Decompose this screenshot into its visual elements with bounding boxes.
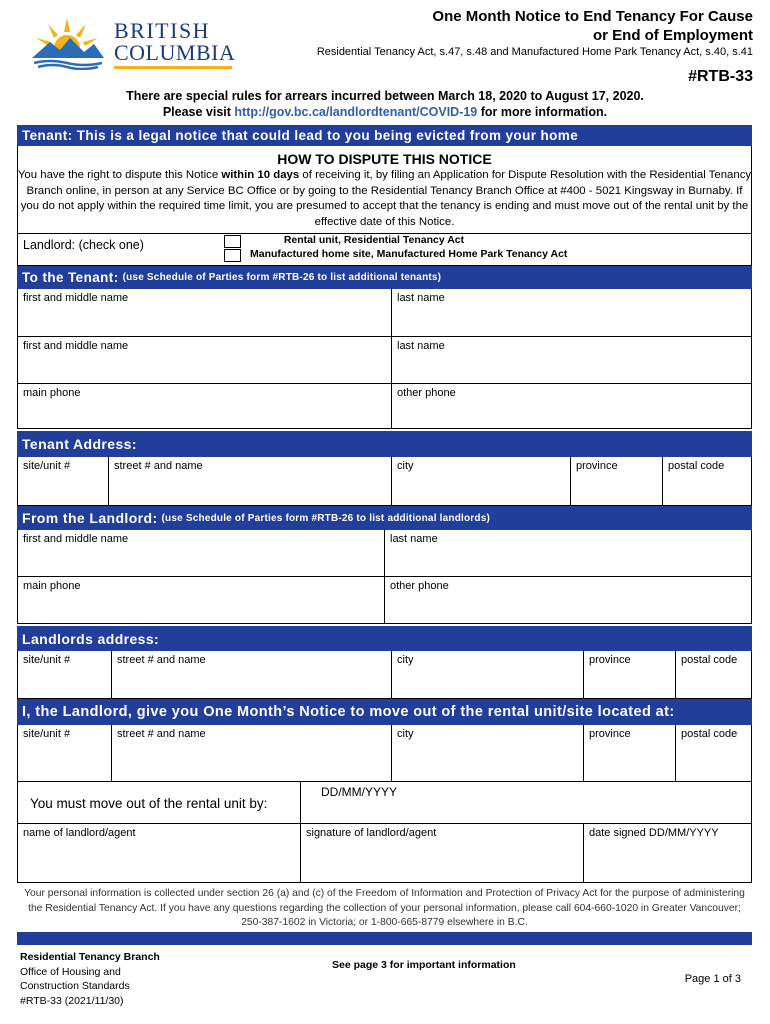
- rental-city-label: city: [397, 728, 414, 740]
- rental-postal-field[interactable]: [676, 725, 752, 782]
- move-out-date-label: DD/MM/YYYY: [321, 785, 398, 799]
- rental-city-field[interactable]: [392, 725, 584, 782]
- move-out-date-field[interactable]: [301, 782, 752, 824]
- tenant2-first-name-label: first and middle name: [23, 340, 129, 352]
- landlord-city-label: city: [397, 654, 414, 666]
- landlord-address-title: Landlords address:: [22, 630, 160, 647]
- landlord-site-field[interactable]: [18, 651, 112, 699]
- tenant-main-phone-label: main phone: [23, 387, 81, 399]
- tenant-province-field[interactable]: [571, 457, 663, 506]
- landlord-last-name-label: last name: [390, 533, 438, 545]
- tenant-street-label: street # and name: [114, 460, 203, 472]
- footer-page-number: Page 1 of 3: [684, 973, 741, 985]
- rental-unit-checkbox[interactable]: [224, 235, 241, 248]
- notice-title: I, the Landlord, give you One Month’s Notice to move out of the rental unit/site located at:: [22, 704, 675, 720]
- date-signed-label: date signed DD/MM/YYYY: [589, 827, 719, 839]
- tenant-other-phone-label: other phone: [397, 387, 456, 399]
- tenant-site-label: site/unit #: [23, 460, 71, 472]
- date-signed-field[interactable]: [584, 824, 752, 883]
- tenant1-first-name-field[interactable]: [18, 289, 392, 337]
- landlord-first-name-field[interactable]: [18, 530, 385, 577]
- tenant-postal-field[interactable]: [663, 457, 752, 506]
- landlord-type-label: Landlord: (check one): [23, 238, 144, 252]
- landlord-grid: [17, 530, 752, 624]
- footer-see-page: See page 3 for important information: [332, 959, 516, 971]
- landlord-other-phone-field[interactable]: [385, 577, 752, 624]
- bc-logo: [28, 12, 236, 70]
- tenant-grid: [17, 289, 752, 429]
- dispute-text-post: of receiving it, by filing an Application for Dispute Resolution with the Residential Tenancy Branch online, in person at any Service BC Office or by going to the Residential Tenancy Branch Office at #400 - 5021 Kingsway in Burnaby. If you do not apply within the required time limit, you are presumed to accept that the tenancy is ending and must move out of the rental unit by the effective date of this Notice.: [20, 169, 752, 228]
- move-out-label: You must move out of the rental unit by:: [30, 796, 268, 811]
- tenant-city-field[interactable]: [392, 457, 571, 506]
- rental-street-field[interactable]: [112, 725, 392, 782]
- footer-branch-info: [20, 950, 160, 1008]
- from-landlord-title: From the Landlord:: [22, 510, 158, 526]
- rental-site-label: site/unit #: [23, 728, 71, 740]
- covid-link[interactable]: http://gov.bc.ca/landlordtenant/COVID-19: [234, 105, 478, 119]
- landlord-main-phone-field[interactable]: [18, 577, 385, 624]
- form-subtitle: Residential Tenancy Act, s.47, s.48 and Manufactured Home Park Tenancy Act, s.40, s.41: [316, 46, 753, 58]
- landlord-province-label: province: [589, 654, 631, 666]
- footer-office-line1: Office of Housing and: [20, 965, 121, 978]
- from-landlord-note: (use Schedule of Parties form #RTB-26 to list additional landlords): [161, 512, 490, 524]
- rental-site-field[interactable]: [18, 725, 112, 782]
- covid-notice-pre: Please visit: [162, 105, 235, 119]
- dispute-heading: HOW TO DISPUTE THIS NOTICE: [277, 151, 492, 167]
- tenant2-first-name-field[interactable]: [18, 337, 392, 384]
- form-title-line2: or End of Employment: [592, 27, 753, 44]
- footer-office-line2: Construction Standards: [20, 980, 130, 992]
- tenant-warning-text: Tenant: This is a legal notice that could lead to you being evicted from your home: [22, 128, 579, 143]
- rental-postal-label: postal code: [681, 728, 738, 740]
- tenant-address-grid: [17, 457, 752, 506]
- landlord-first-name-label: first and middle name: [23, 533, 129, 545]
- from-landlord-bar: [17, 506, 752, 530]
- landlord-last-name-field[interactable]: [385, 530, 752, 577]
- footer-branch: Residential Tenancy Branch: [20, 951, 160, 963]
- footer-form-version: #RTB-33 (2021/11/30): [20, 994, 124, 1007]
- landlord-signature-label: signature of landlord/agent: [306, 827, 437, 839]
- landlord-site-label: site/unit #: [23, 654, 71, 666]
- logo-gold-rule: [114, 66, 232, 69]
- tenant1-last-name-label: last name: [397, 292, 445, 304]
- landlord-postal-field[interactable]: [676, 651, 752, 699]
- dispute-text: [17, 168, 752, 230]
- tenant1-last-name-field[interactable]: [392, 289, 752, 337]
- tenant2-last-name-label: last name: [397, 340, 445, 352]
- tenant2-last-name-field[interactable]: [392, 337, 752, 384]
- covid-notice-line1: There are special rules for arrears incurred between March 18, 2020 to August 17, 2020.: [126, 89, 644, 103]
- covid-notice-post: for more information.: [477, 105, 608, 119]
- tenant-main-phone-field[interactable]: [18, 384, 392, 429]
- landlord-street-field[interactable]: [112, 651, 392, 699]
- tenant-postal-label: postal code: [668, 460, 725, 472]
- tenant-other-phone-field[interactable]: [392, 384, 752, 429]
- rental-province-label: province: [589, 728, 631, 740]
- tenant1-first-name-label: first and middle name: [23, 292, 129, 304]
- tenant-site-field[interactable]: [18, 457, 109, 506]
- landlord-signature-field[interactable]: [301, 824, 584, 883]
- landlord-postal-label: postal code: [681, 654, 738, 666]
- rental-street-label: street # and name: [117, 728, 206, 740]
- to-tenant-note: (use Schedule of Parties form #RTB-26 to list additional tenants): [122, 272, 442, 283]
- dispute-text-bold: within 10 days: [221, 169, 300, 181]
- tenant-city-label: city: [397, 460, 414, 472]
- sun-mountains-icon: [28, 12, 106, 70]
- rental-address-grid: [17, 725, 752, 883]
- to-tenant-title: To the Tenant:: [22, 270, 119, 285]
- logo-text-british: BRITISH: [114, 18, 211, 43]
- landlord-other-phone-label: other phone: [390, 580, 449, 592]
- covid-notice-line2: [0, 104, 770, 120]
- landlord-address-grid: [17, 651, 752, 699]
- manufactured-home-option: Manufactured home site, Manufactured Home Park Tenancy Act: [250, 248, 568, 260]
- tenant-street-field[interactable]: [109, 457, 392, 506]
- logo-text-columbia: COLUMBIA: [114, 40, 236, 65]
- form-title-line1: One Month Notice to End Tenancy For Cause: [432, 8, 753, 25]
- move-out-label-cell: [18, 782, 301, 824]
- landlord-city-field[interactable]: [392, 651, 584, 699]
- privacy-notice: Your personal information is collected under section 26 (a) and (c) of the Freedom of Information and Protection of Privacy Act for the purpose of administering the Residential Tenancy Act. If you have any questions regarding the collection of your personal information, please call 604-660-1020 in Greater Vancouver; 250-387-1602 in Victoria; or 1-800-665-8779 elsewhere in B.C.: [24, 888, 745, 928]
- tenant-warning-bar: [17, 125, 752, 146]
- form-title: [293, 7, 753, 45]
- manufactured-home-checkbox[interactable]: [224, 249, 241, 262]
- tenant-address-title: Tenant Address:: [22, 436, 137, 452]
- footer-bar: [17, 932, 752, 945]
- landlord-street-label: street # and name: [117, 654, 206, 666]
- rental-province-field[interactable]: [584, 725, 676, 782]
- tenant-province-label: province: [576, 460, 618, 472]
- covid-notice: [0, 88, 770, 120]
- landlord-main-phone-label: main phone: [23, 580, 81, 592]
- landlord-agent-name-label: name of landlord/agent: [23, 827, 136, 839]
- form-id: #RTB-33: [688, 68, 753, 85]
- dispute-text-pre: You have the right to dispute this Notice: [17, 169, 222, 181]
- landlord-province-field[interactable]: [584, 651, 676, 699]
- tenant-address-bar: [17, 431, 752, 457]
- landlord-address-bar: [17, 626, 752, 651]
- rental-unit-option: Rental unit, Residential Tenancy Act: [283, 234, 465, 246]
- landlord-agent-name-field[interactable]: [18, 824, 301, 883]
- notice-bar: [17, 699, 752, 725]
- to-tenant-bar: [17, 266, 752, 289]
